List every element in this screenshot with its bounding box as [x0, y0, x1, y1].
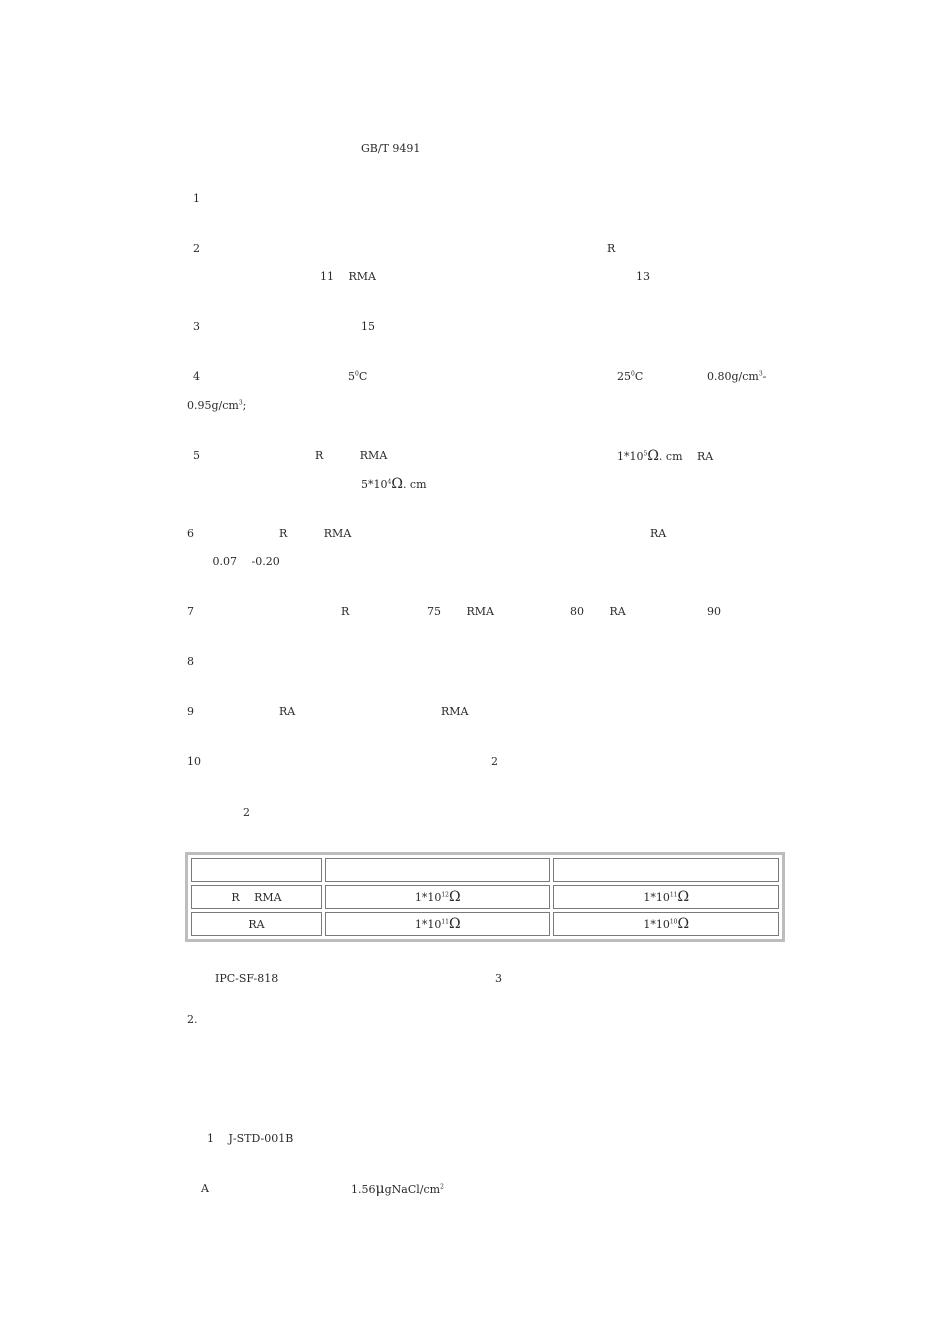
item-4-text: 4 [193, 370, 299, 383]
item-10-text: 10 [187, 755, 410, 768]
item-5-type: R RMA [315, 449, 553, 462]
item-7-ra: 80 RA [570, 605, 681, 618]
table-row [191, 885, 779, 909]
item-4-density-low: $0.80g/cm^3-$ [707, 370, 767, 383]
table-cell-type: R RMA [191, 885, 322, 909]
table-header-type [191, 858, 322, 882]
item-5-text: 5 [193, 449, 277, 462]
item-2-text-b: R [607, 242, 726, 255]
table-header-col2 [553, 858, 779, 882]
table-header-col1 [325, 858, 551, 882]
item-1-text: 1 [193, 192, 519, 205]
item-4-density-high: $0.95g/cm^3$; [187, 399, 247, 412]
item-7-rma: 75 RMA [427, 605, 549, 618]
item-7-r: R [341, 605, 405, 618]
table-cell-value: $1*10^{10}\Omega$ [553, 912, 779, 936]
title-text [215, 142, 314, 156]
item-5-text-b [187, 477, 297, 491]
item-9-rma: RMA [441, 705, 645, 718]
item-6-range: 0.07 -0.20 [187, 555, 368, 568]
item-7-text: 7 [187, 605, 293, 618]
title-standard: GB/T 9491 [361, 142, 454, 155]
section-2-para-line1 [215, 1053, 600, 1067]
table-caption-prefix [187, 806, 198, 820]
item-3-text: 3 [193, 320, 299, 333]
item-a-value: $1.56\mu gNaCl/cm^2$ [351, 1181, 444, 1197]
ipc-standard-ref: 3 [495, 972, 513, 985]
item-3-value: 15 [361, 320, 397, 333]
item-7-value: 90 [707, 605, 743, 618]
section-2-heading: 2. [187, 1013, 319, 1026]
item-a-text: A [201, 1182, 319, 1195]
table-cell-type: RA [191, 912, 322, 936]
table-cell-value: $1*10^{12}\Omega$ [325, 885, 551, 909]
item-4-temp-25: $25^0C$ [617, 370, 688, 383]
table-cell-value: $1*10^{11}\Omega$ [553, 885, 779, 909]
item-5-resistivity-rma: $1*10^5\Omega$. cm RA [617, 448, 758, 464]
item-2-text-d: 11 RMA [320, 270, 563, 283]
table-cell-value: $1*10^{11}\Omega$ [325, 912, 551, 936]
item-6-ra: RA [650, 527, 755, 540]
table-row [191, 912, 779, 936]
item-2-text: 2 [193, 242, 497, 255]
item-5-resistivity-ra: $5*10^4\Omega$. cm [361, 476, 438, 492]
item-9-ra: RA [279, 705, 406, 718]
item-2-text-e: 13 [636, 270, 661, 283]
item-6-text: 6 [187, 527, 249, 540]
insulation-resistance-table [185, 852, 785, 942]
item-8-text: 8 [187, 655, 513, 668]
ipc-standard-text: IPC-SF-818 [215, 972, 433, 985]
item-6-type: R RMA [279, 527, 572, 540]
section-2-para-line2 [187, 1081, 506, 1095]
item-2-text-c [187, 270, 275, 284]
item-10-ref: 2 [491, 755, 542, 768]
j-std-item: 1 J-STD-001B [207, 1132, 327, 1145]
item-9-text: 9 [187, 705, 249, 718]
table-caption-number: 2 [243, 806, 250, 819]
item-4-temp: $5^0C$ [348, 370, 544, 383]
table-header-row [191, 858, 779, 882]
